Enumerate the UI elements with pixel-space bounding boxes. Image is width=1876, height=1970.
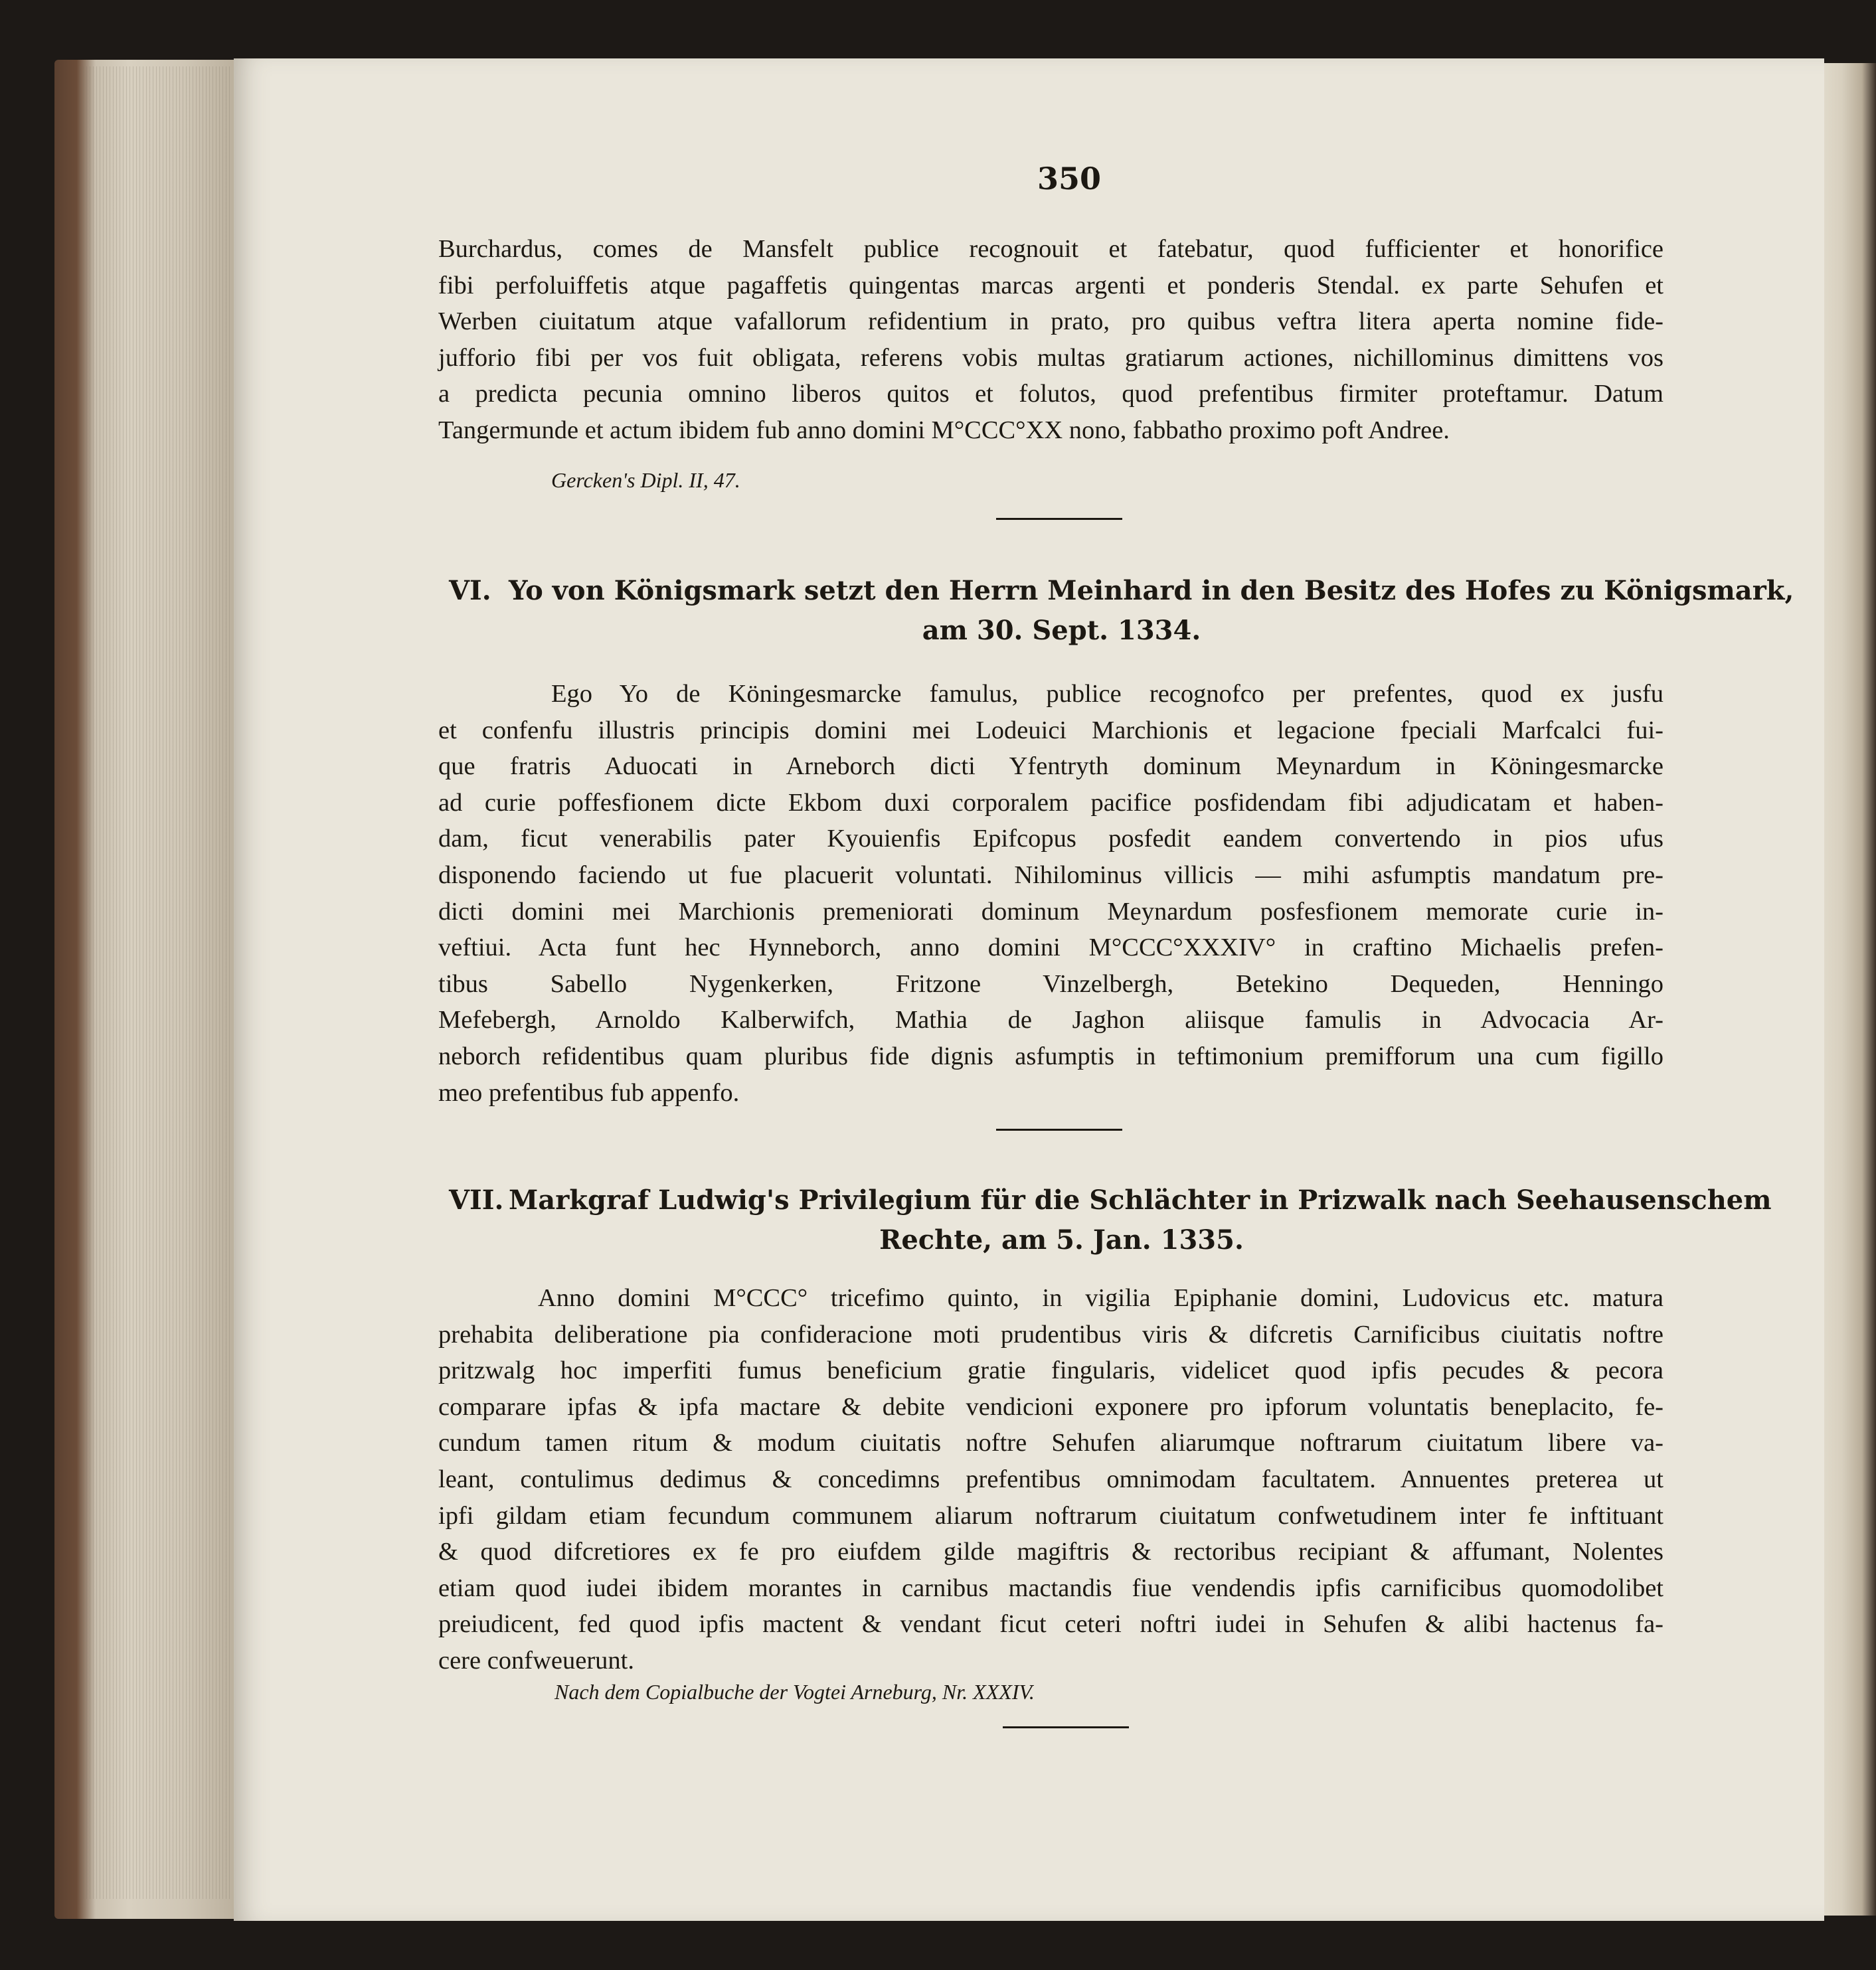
text-line: dicti domini mei Marchionis premeniorati dominum Meynardum posfesfionem memorate curie in- [438, 897, 1663, 926]
text-line: jufforio fibi per vos fuit obligata, referens vobis multas gratiarum actiones, nichillominus dimittens vos [438, 343, 1663, 372]
page-stack [80, 66, 232, 1899]
doc2-body [438, 676, 1663, 1111]
text-line: fibi perfoluiffetis atque pagaffetis quingentas marcas argenti et ponderis Stendal. ex parte Sehufen et [438, 271, 1663, 299]
doc2-number: VI. [449, 575, 491, 606]
text-line: disponendo faciendo ut fue placuerit voluntati. Nihilominus villicis — mihi asfumptis mandatum pre- [438, 861, 1663, 889]
text-line: que fratris Aduocati in Arneborch dicti Yfentryth dominum Meynardum in Köningesmarcke [438, 752, 1663, 781]
book-page-edges-right [1820, 63, 1876, 1916]
doc3-heading [449, 1181, 1772, 1260]
doc2-heading [449, 571, 1794, 651]
text-line: ipfi gildam etiam fecundum communem aliarum noftrarum ciuitatum confwetudinem inter fe inftituant [438, 1501, 1663, 1530]
section-divider [996, 1129, 1122, 1131]
doc2-title-line2: am 30. Sept. 1334. [922, 615, 1201, 646]
text-line: comparare ipfas & ipfa mactare & debite vendicioni exponere pro ipforum voluntatis beneplacito, fe- [438, 1392, 1663, 1421]
doc3-title-line2: Rechte, am 5. Jan. 1335. [879, 1224, 1244, 1256]
doc2-title-line1: Yo von Königsmark setzt den Herrn Meinhard in den Besitz des Hofes zu Königsmark, [509, 575, 1794, 606]
text-line: etiam quod iudei ibidem morantes in carnibus mactandis fiue vendendis ipfis carnificibus quomodolibet [438, 1574, 1663, 1602]
text-line: Ego Yo de Köningesmarcke famulus, publice recognofco per prefentes, quod ex jusfu [551, 680, 1663, 708]
text-line: cundum tamen ritum & modum ciuitatis noftre Sehufen aliarumque noftrarum ciuitatum libere va- [438, 1429, 1663, 1457]
text-line: tibus Sabello Nygenkerken, Fritzone Vinzelbergh, Betekino Dequeden, Henningo [438, 969, 1663, 998]
doc1-source-citation: Gercken's Dipl. II, 47. [551, 468, 740, 492]
text-line: meo prefentibus fub appenfo. [438, 1078, 740, 1107]
text-line: et confenfu illustris principis domini mei Lodeuici Marchionis et legacione fpeciali Marfcalci fui- [438, 716, 1663, 744]
text-line: cere confweuerunt. [438, 1646, 634, 1675]
doc3-body [438, 1280, 1663, 1679]
text-line: Werben ciuitatum atque vafallorum refidentium in prato, pro quibus veftra litera aperta nomine fide- [438, 307, 1663, 336]
text-line: a predicta pecunia omnino liberos quitos et folutos, quod prefentibus firmiter proteftamur. Datum [438, 380, 1663, 408]
doc3-title-line1: Markgraf Ludwig's Privilegium für die Schlächter in Prizwalk nach Seehausenschem [509, 1185, 1772, 1216]
text-line: prehabita deliberatione pia confideracione moti prudentibus viris & difcretis Carnificibus ciuitatis noftre [438, 1320, 1663, 1349]
text-line: ad curie poffesfionem dicte Ekbom duxi corporalem pacifice posfidendam fibi adjudicatam et haben- [438, 788, 1663, 817]
text-line: Tangermunde et actum ibidem fub anno domini M°CCC°XX nono, fabbatho proximo poft Andree. [438, 416, 1450, 444]
text-line: neborch refidentibus quam pluribus fide dignis asfumptis in teftimonium premifforum una cum figillo [438, 1042, 1663, 1070]
text-line: Anno domini M°CCC° tricefimo quinto, in vigilia Epiphanie domini, Ludovicus etc. matura [538, 1284, 1663, 1312]
text-line: Burchardus, comes de Mansfelt publice recognouit et fatebatur, quod fufficienter et honorifice [438, 235, 1663, 263]
text-line: Mefebergh, Arnoldo Kalberwifch, Mathia de Jaghon aliisque famulis in Advocacia Ar- [438, 1006, 1663, 1034]
doc3-number: VII. [449, 1185, 504, 1216]
text-line: leant, contulimus dedimus & concedimns prefentibus omnimodam facultatem. Annuentes preterea ut [438, 1465, 1663, 1493]
doc3-source-citation: Nach dem Copialbuche der Vogtei Arneburg, Nr. XXXIV. [554, 1680, 1035, 1704]
doc1-body [438, 231, 1663, 449]
text-line: pritzwalg hoc imperfiti fumus beneficium gratie fingularis, videlicet quod ipfis pecudes & pecora [438, 1356, 1663, 1385]
text-line: preiudicent, fed quod ipfis mactent & vendant ficut ceteri noftri iudei in Sehufen & alibi hactenus fa- [438, 1610, 1663, 1639]
text-line: veftiui. Acta funt hec Hynneborch, anno domini M°CCC°XXXIV° in craftino Michaelis prefen- [438, 934, 1663, 962]
page-number: 350 [1037, 161, 1102, 197]
section-divider [996, 518, 1122, 520]
section-divider [1003, 1726, 1129, 1728]
text-line: & quod difcretiores ex fe pro eiufdem gilde magiftris & rectoribus recipiant & affumant, Nolentes [438, 1538, 1663, 1566]
text-line: dam, ficut venerabilis pater Kyouienfis Epifcopus posfedit eandem convertendo in pios ufus [438, 825, 1663, 853]
